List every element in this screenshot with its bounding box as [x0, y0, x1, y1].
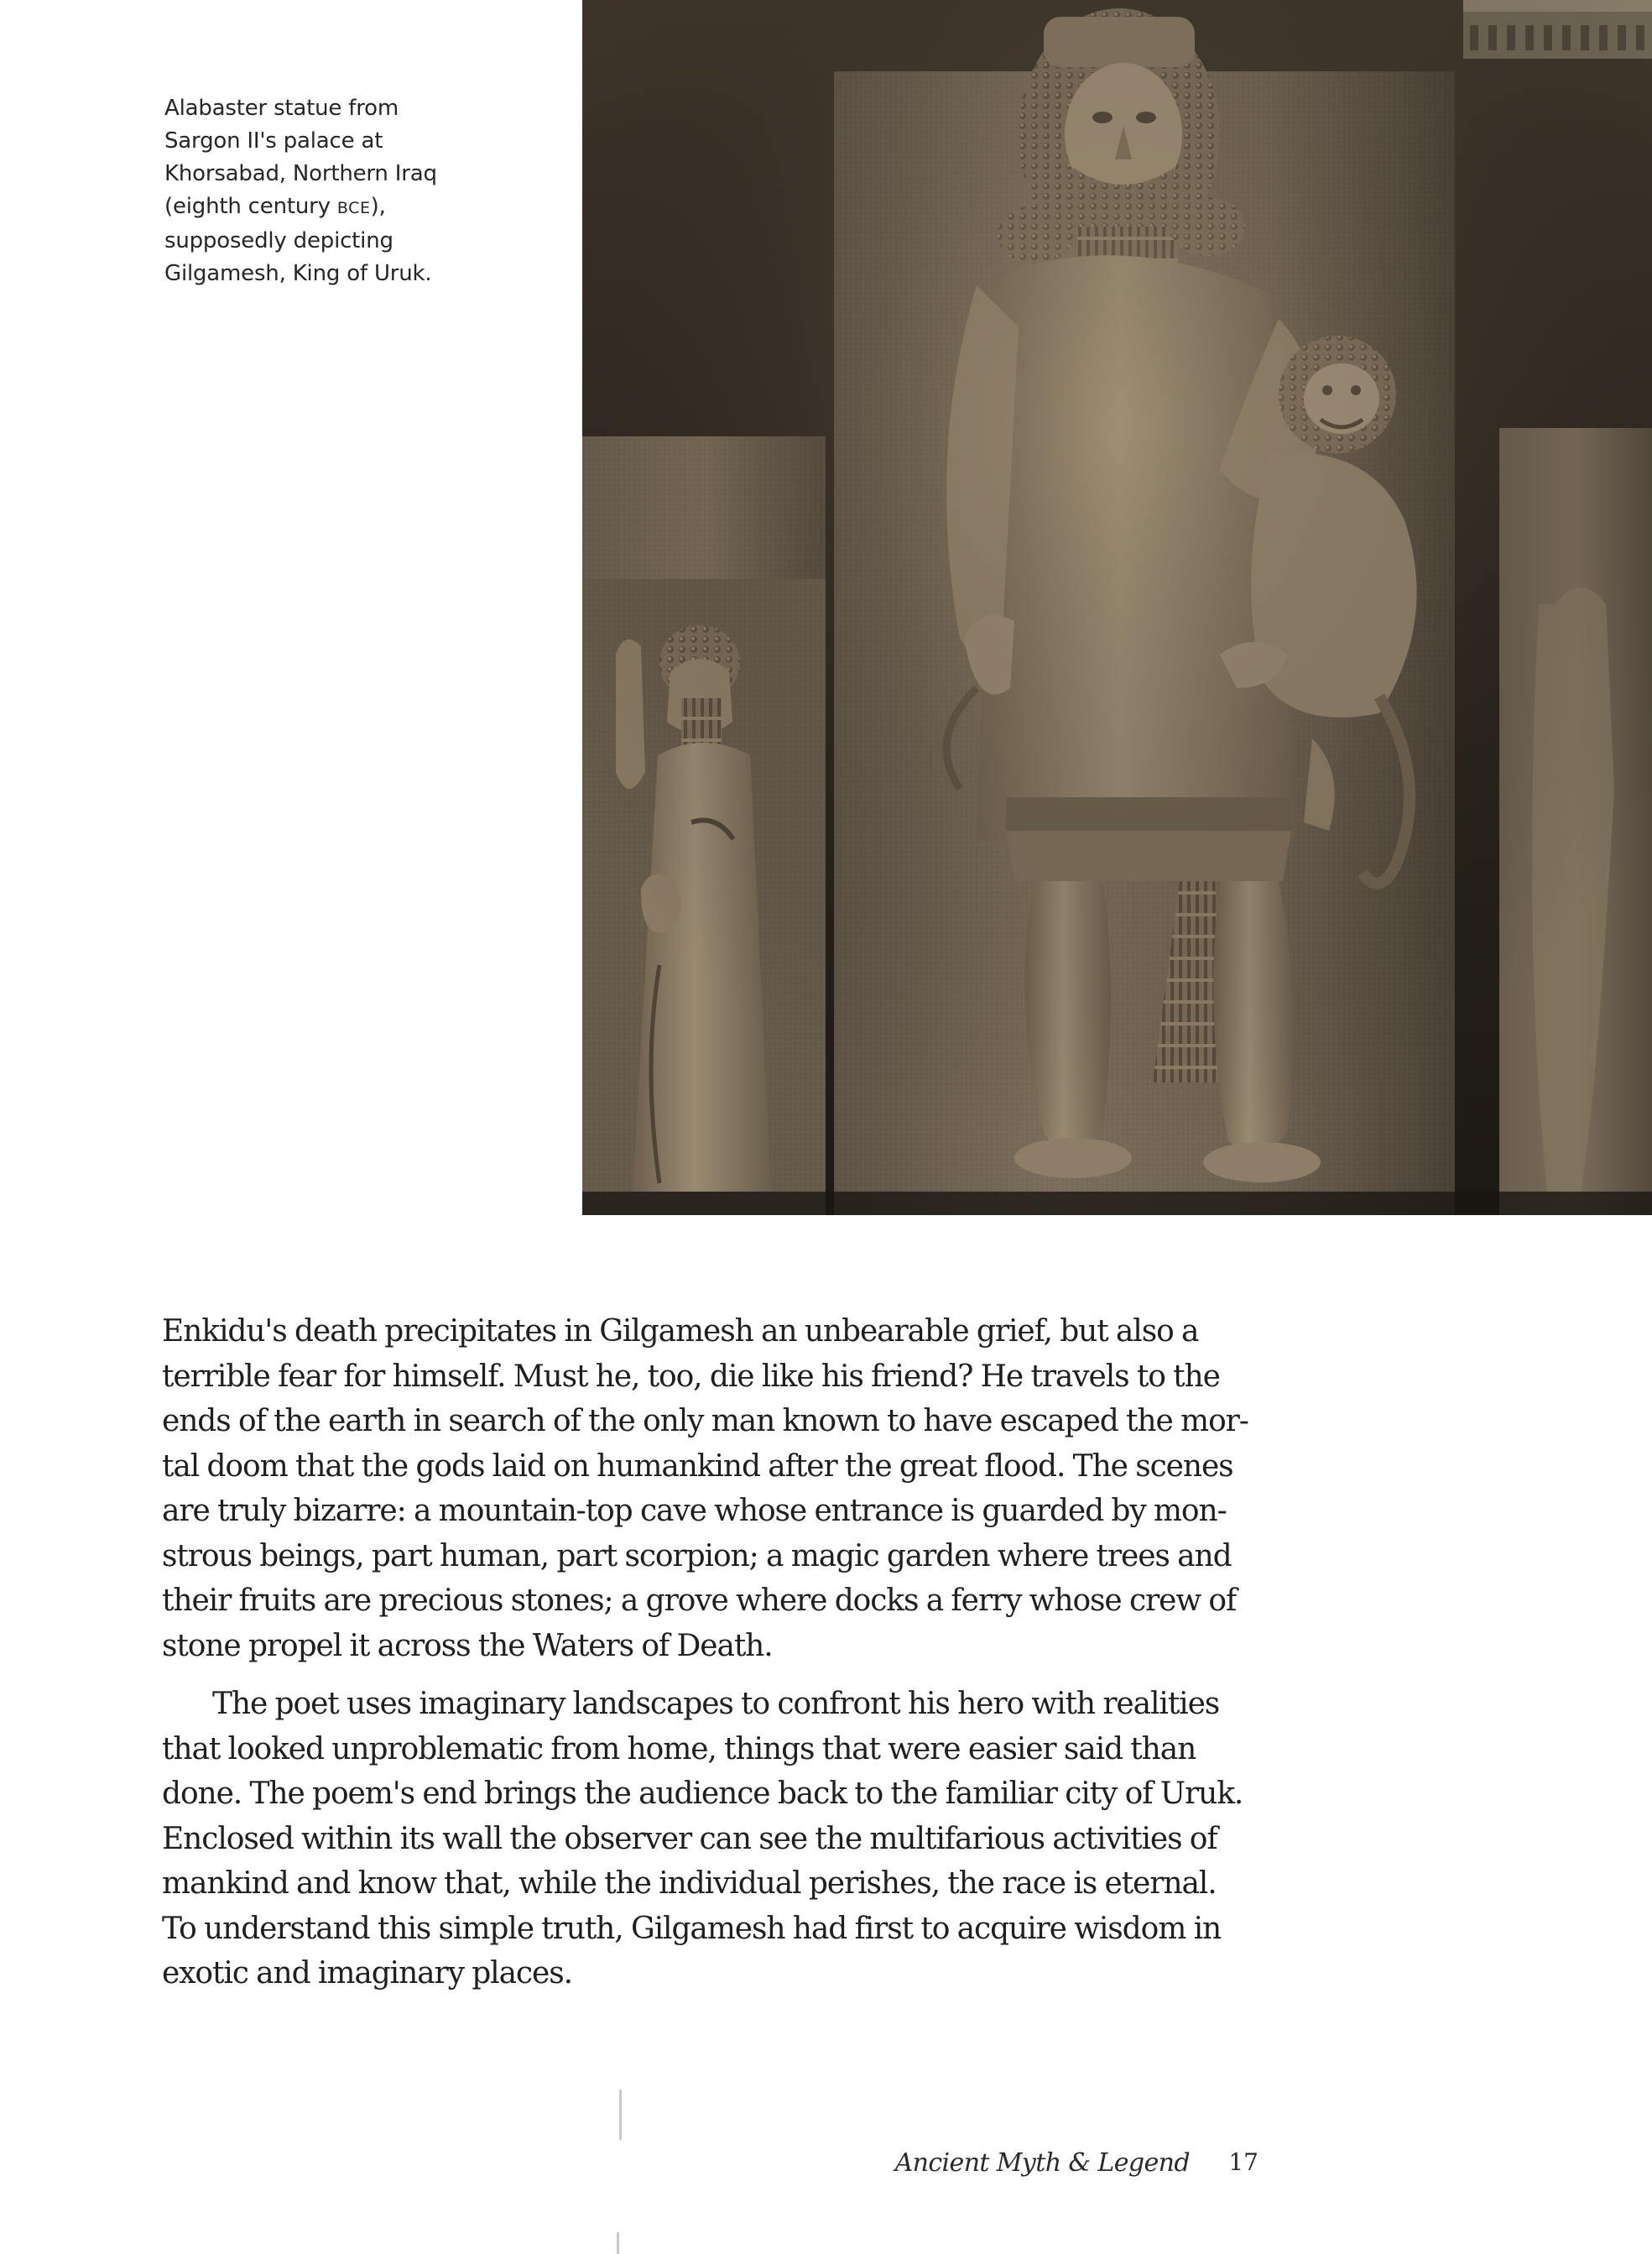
relief-photograph: [582, 0, 1652, 1215]
paragraph: [162, 1682, 1243, 1996]
caption-era: BCE: [336, 199, 371, 217]
text-line: Enclosed within its wall the observer can see the multifarious activities of: [162, 1821, 1217, 1856]
text-line: Enkidu's death precipitates in Gilgamesh an unbearable grief, but also a: [162, 1314, 1199, 1349]
text-line: terrible fear for himself. Must he, too, die like his friend? He travels to the: [162, 1359, 1220, 1394]
scan-artifact: [617, 2232, 619, 2254]
text-line: their fruits are precious stones; a grove where docks a ferry whose crew of: [162, 1584, 1237, 1618]
caption-line: [164, 190, 466, 225]
text-line: stone propel it across the Waters of Death.: [162, 1628, 773, 1663]
text-line: done. The poem's end brings the audience back to the familiar city of Uruk.: [162, 1777, 1243, 1811]
text-line: mankind and know that, while the individual perishes, the race is eternal.: [162, 1866, 1217, 1901]
caption-line: Khorsabad, Northern Iraq: [164, 161, 437, 186]
article-body: [162, 1309, 1248, 1996]
text-line: ends of the earth in search of the only man known to have escaped the mor-: [162, 1404, 1248, 1438]
caption-date-suffix: ),: [370, 194, 386, 219]
running-title: Ancient Myth & Legend: [894, 2148, 1190, 2178]
page-number: 17: [1228, 2148, 1259, 2176]
caption-line: supposedly depicting: [164, 228, 393, 253]
text-line: strous beings, part human, part scorpion; a magic garden where trees and: [162, 1538, 1232, 1573]
caption-line: Gilgamesh, King of Uruk.: [164, 261, 432, 286]
text-line: The poet uses imaginary landscapes to confront his hero with realities: [212, 1687, 1220, 1721]
page-footer: [894, 2148, 1259, 2190]
text-line: that looked unproblematic from home, things that were easier said than: [162, 1731, 1196, 1766]
text-line: tal doom that the gods laid on humankind after the great flood. The scenes: [162, 1448, 1233, 1484]
text-line: To understand this simple truth, Gilgamesh had first to acquire wisdom in: [162, 1911, 1222, 1946]
caption-date-prefix: (eighth century: [164, 194, 337, 219]
text-line: are truly bizarre: a mountain-top cave whose entrance is guarded by mon-: [162, 1494, 1227, 1528]
figure-caption: [164, 92, 466, 290]
scan-artifact: [619, 2090, 622, 2140]
caption-line: Sargon II's palace at: [164, 128, 383, 154]
text-line: exotic and imaginary places.: [162, 1956, 572, 1991]
paragraph: [162, 1309, 1248, 1668]
caption-line: Alabaster statue from: [164, 96, 399, 121]
